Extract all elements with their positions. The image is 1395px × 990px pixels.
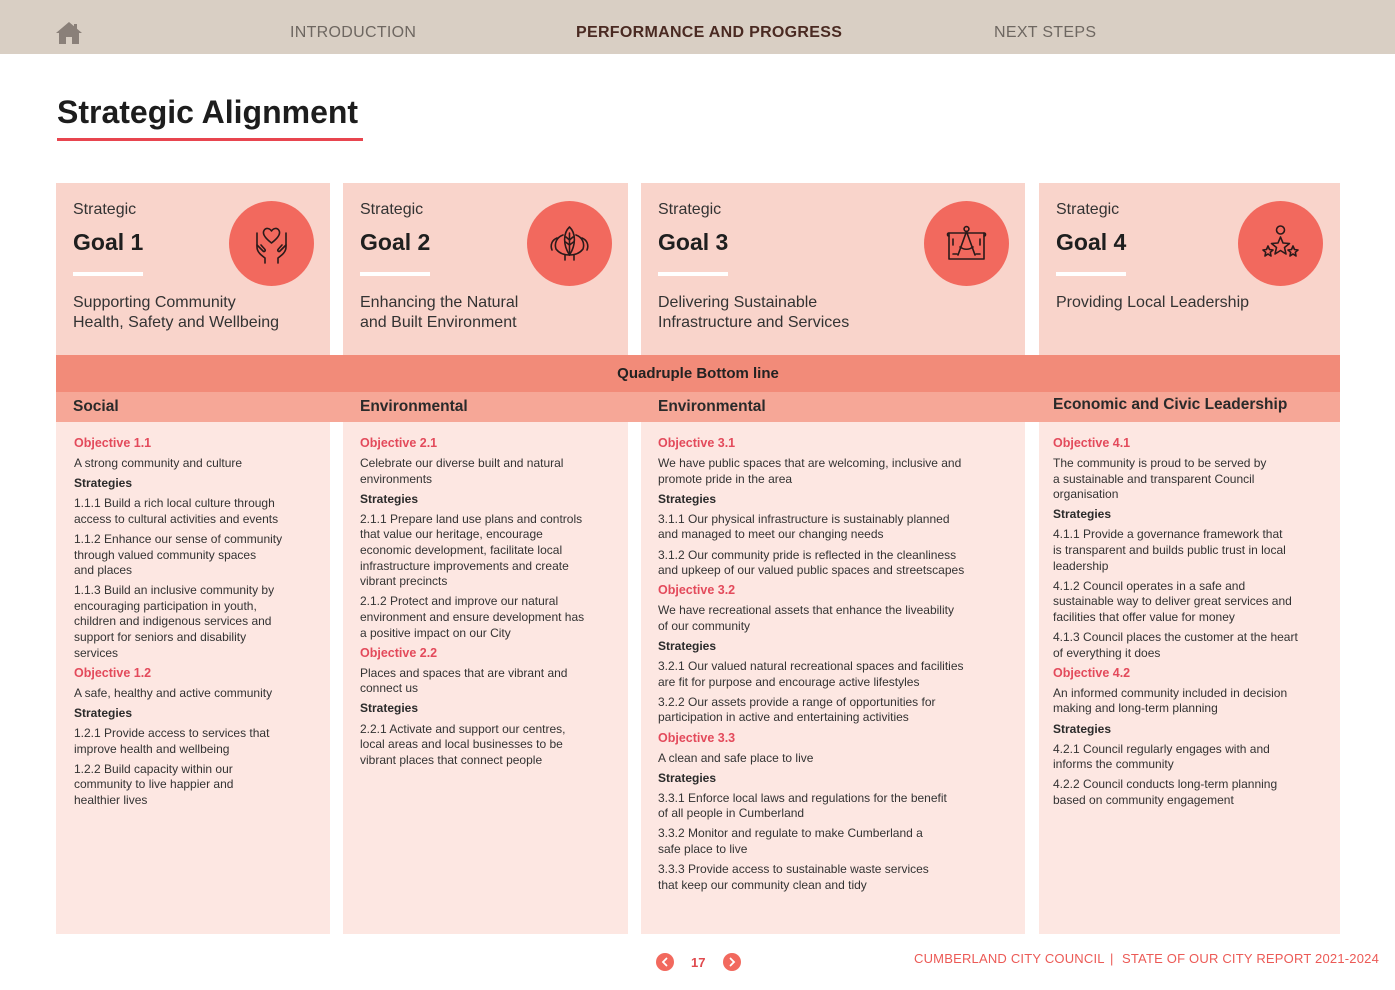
goal-description-line: Infrastructure and Services [658, 314, 850, 331]
top-navigation [0, 0, 1395, 54]
goal-divider [73, 272, 143, 276]
goal-prefix: Strategic [658, 201, 722, 218]
strategy-text: 1.1.1 Build a rich local culture through access to cultural activities and events [74, 496, 279, 526]
strategy-text: 4.1.3 Council places the customer at the heart of everything it does [1053, 630, 1298, 660]
page-title: Strategic Alignment [57, 94, 359, 130]
objective-heading: Objective 4.2 [1053, 665, 1131, 680]
goal-name: Goal 4 [1056, 229, 1127, 255]
goal-card-4 [1039, 183, 1340, 355]
goal-prefix: Strategic [360, 201, 424, 218]
strategies-heading: Strategies [360, 701, 419, 716]
goal-description [73, 293, 318, 333]
objective-heading: Objective 4.1 [1053, 436, 1131, 450]
strategy-text: 4.1.2 Council operates in a safe and sustainable way to deliver great services and facilities that offer value for money [1053, 578, 1292, 624]
goal-name: Goal 3 [658, 229, 729, 255]
strategy-text: We have recreational assets that enhance the liveability of our community [658, 603, 954, 633]
strategy-text: 2.1.1 Prepare land use plans and controls that value our heritage, encourage economic development, facilitate local infrastructure improvements and create vibrant precincts [360, 511, 583, 589]
strategies-heading: Strategies [658, 639, 717, 654]
category-band-environmental-1 [330, 392, 641, 422]
column-goal-1 [56, 422, 330, 934]
goal-description-line: Health, Safety and Wellbeing [73, 314, 280, 331]
strategies-heading: Strategies [360, 491, 419, 506]
strategy-text: 3.2.2 Our assets provide a range of opportunities for participation in active and entertaining activities [658, 694, 936, 725]
strategy-text: 2.1.2 Protect and improve our natural environment and ensure development has a positive impact on our City [360, 594, 585, 640]
column-goal-2 [343, 422, 628, 934]
strategy-text: 3.1.2 Our community pride is reflected in the cleanliness and upkeep of our valued public spaces and streetscapes [658, 547, 965, 578]
strategy-text: 3.3.3 Provide access to sustainable waste services that keep our community clean and tidy [658, 862, 929, 892]
goal-description [360, 293, 605, 333]
strategy-text: A clean and safe place to live [658, 750, 814, 765]
goal-description-line: Delivering Sustainable [658, 294, 818, 311]
strategy-text: 3.3.2 Monitor and regulate to make Cumberland a safe place to live [658, 826, 923, 857]
footer-separator: | [1110, 951, 1114, 966]
goal-prefix: Strategic [1056, 201, 1120, 218]
objective-heading: Objective 1.2 [74, 665, 152, 680]
goal-divider [658, 272, 728, 276]
category-band-environmental-2 [641, 392, 1039, 422]
strategy-text: We have public spaces that are welcoming, inclusive and promote pride in the area [658, 456, 962, 486]
strategy-text: 3.3.1 Enforce local laws and regulations for the benefit of all people in Cumberland [658, 790, 947, 821]
strategies-heading: Strategies [658, 491, 717, 506]
category-band-economic-civic-leadership [1039, 392, 1340, 422]
strategy-text: 4.1.1 Provide a governance framework that is transparent and builds public trust in local leadership [1053, 527, 1286, 573]
category-label: Social [73, 398, 119, 415]
strategy-text: Places and spaces that are vibrant and connect us [360, 665, 568, 696]
column-goal-4 [1039, 422, 1340, 934]
strategy-text: 2.2.1 Activate and support our centres, local areas and local businesses to be vibrant places that connect people [360, 721, 566, 767]
category-band-social [56, 392, 330, 422]
title-underline [57, 138, 363, 141]
objective-heading: Objective 3.2 [658, 583, 736, 598]
column-content [360, 436, 625, 773]
goal-card-1 [56, 183, 330, 355]
objective-heading: Objective 2.1 [360, 436, 438, 450]
quadruple-bottom-line-bar [56, 355, 1340, 392]
strategy-text: Celebrate our diverse built and natural environments [360, 456, 564, 486]
lotus-leaf-icon [527, 201, 612, 286]
goal-description [1056, 293, 1301, 313]
strategy-text: 1.2.2 Build capacity within our community to live happier and healthier lives [74, 761, 234, 807]
strategy-text: The community is proud to be served by a sustainable and transparent Council organisation [1053, 456, 1267, 502]
objective-heading: Objective 3.1 [658, 436, 736, 450]
column-content [74, 436, 324, 813]
footer-report-title: STATE OF OUR CITY REPORT 2021-2024 [1122, 951, 1380, 966]
home-icon[interactable] [55, 21, 83, 45]
nav-tab-performance-and-progress[interactable]: PERFORMANCE AND PROGRESS [576, 24, 843, 41]
nav-tab-next-steps[interactable]: NEXT STEPS [994, 24, 1097, 41]
strategy-text: 1.1.2 Enhance our sense of community through valued community spaces and places [74, 531, 283, 578]
strategy-text: 1.1.3 Build an inclusive community by encouraging participation in youth, children and indigenous services and support for seniors and disability services [74, 583, 275, 660]
goal-card-2 [343, 183, 628, 355]
goal-description-line: and Built Environment [360, 314, 517, 331]
goal-description-line: Enhancing the Natural [360, 294, 519, 311]
strategies-heading: Strategies [74, 705, 133, 720]
strategy-text: 1.2.1 Provide access to services that improve health and wellbeing [74, 726, 270, 756]
category-label: Economic and Civic Leadership [1053, 396, 1288, 413]
goal-divider [360, 272, 430, 276]
objective-heading: Objective 2.2 [360, 645, 438, 660]
strategy-text: 4.2.2 Council conducts long-term planning based on community engagement [1053, 777, 1278, 807]
goal-description-line: Providing Local Leadership [1056, 294, 1250, 311]
person-stars-icon [1238, 201, 1323, 286]
nav-tab-introduction[interactable]: INTRODUCTION [290, 24, 417, 41]
goal-prefix: Strategic [73, 201, 137, 218]
previous-page-button[interactable] [656, 953, 674, 971]
goal-divider [1056, 272, 1126, 276]
strategy-text: 4.2.1 Council regularly engages with and informs the community [1053, 741, 1270, 772]
strategies-heading: Strategies [1053, 507, 1112, 522]
footer-org: CUMBERLAND CITY COUNCIL [914, 951, 1105, 966]
goal-description [658, 293, 958, 333]
goal-description-line: Supporting Community [73, 294, 236, 311]
strategy-text: An informed community included in decision making and long-term planning [1053, 685, 1288, 716]
goal-name: Goal 2 [360, 229, 431, 255]
strategies-heading: Strategies [74, 476, 133, 491]
strategy-text: 3.2.1 Our valued natural recreational spaces and facilities are fit for purpose and encourage active lifestyles [658, 659, 964, 689]
strategy-text: A strong community and culture [74, 456, 243, 471]
strategy-text: A safe, healthy and active community [74, 685, 273, 700]
blueprint-compass-icon [924, 201, 1009, 286]
column-content [1053, 436, 1338, 813]
objective-heading: Objective 1.1 [74, 436, 152, 450]
category-label: Environmental [360, 398, 468, 415]
column-goal-3 [641, 422, 1025, 934]
hands-heart-icon [229, 201, 314, 286]
column-content [658, 436, 1020, 898]
quadruple-bottom-line-title: Quadruple Bottom line [617, 365, 779, 382]
strategy-text: 3.1.1 Our physical infrastructure is sustainably planned and managed to meet our changing needs [658, 511, 950, 542]
category-label: Environmental [658, 398, 766, 415]
goal-card-3 [641, 183, 1025, 355]
goal-name: Goal 1 [73, 229, 144, 255]
strategies-heading: Strategies [658, 770, 717, 785]
next-page-button[interactable] [723, 953, 741, 971]
strategies-heading: Strategies [1053, 721, 1112, 736]
objective-heading: Objective 3.3 [658, 730, 736, 745]
page-number: 17 [691, 955, 706, 970]
